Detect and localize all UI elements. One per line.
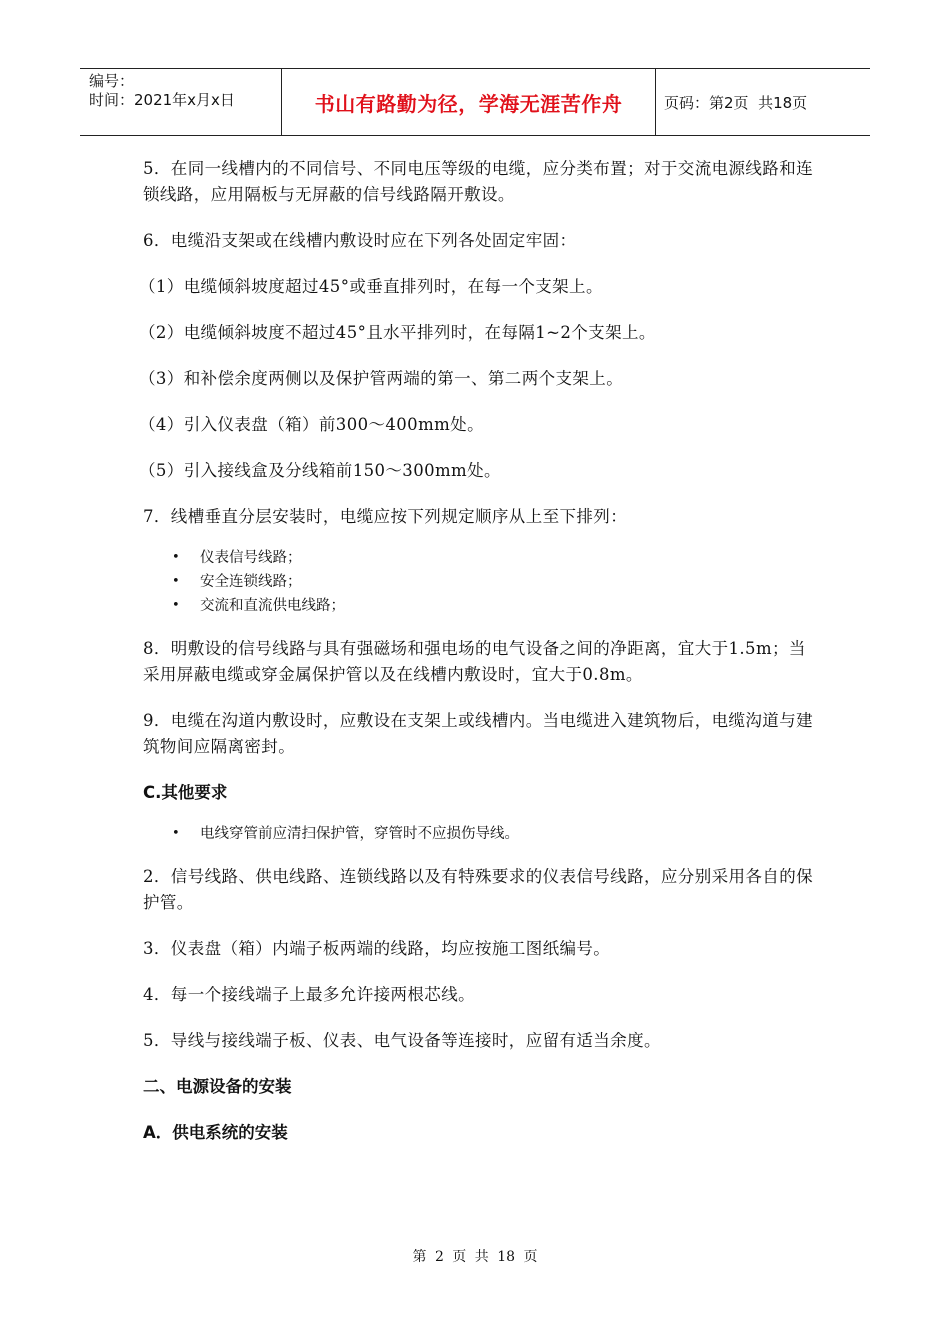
paragraph-2-conduits: 2．信号线路、供电线路、连锁线路以及有特殊要求的仪表信号线路，应分别采用各自的保护管。: [143, 867, 813, 912]
paragraph-5-cable-separation: 5．在同一线槽内的不同信号、不同电压等级的电缆，应分类布置；对于交流电源线路和连锁线路，应用隔板与无屏蔽的信号线路隔开敷设。: [143, 159, 813, 204]
bullet-icon: •: [172, 598, 180, 613]
header-page-info: 页码：第2页 共18页: [664, 93, 808, 112]
bullet-icon: •: [172, 574, 180, 589]
header-page-info-cell: [656, 69, 870, 135]
page-footer: 第 2 页 共 18 页: [412, 1249, 538, 1265]
heading-power-supply: A．供电系统的安装: [143, 1123, 288, 1142]
sub-item-1: （1）电缆倾斜坡度超过45°或垂直排列时，在每一个支架上。: [139, 277, 603, 296]
other-requirements-list: [143, 822, 813, 846]
list-item: • 电线穿管前应清扫保护管，穿管时不应损伤导线。: [143, 822, 813, 846]
list-item: • 交流和直流供电线路；: [143, 594, 813, 618]
document-body: [139, 156, 813, 1166]
heading-other-requirements: C.其他要求: [143, 783, 228, 802]
paragraph-5-connection-slack: 5．导线与接线端子板、仪表、电气设备等连接时，应留有适当余度。: [143, 1031, 661, 1050]
paragraph-7-layer-order: 7．线槽垂直分层安装时，电缆应按下列规定顺序从上至下排列：: [143, 507, 628, 526]
paragraph-8-clearance: 8．明敷设的信号线路与具有强磁场和强电场的电气设备之间的净距离，宜大于1.5m；当采用屏蔽电缆或穿金属保护管以及在线槽内敷设时，宜大于0.8m。: [143, 639, 806, 684]
sub-item-2: （2）电缆倾斜坡度不超过45°且水平排列时，在每隔1~2个支架上。: [139, 323, 656, 342]
sub-item-3: （3）和补偿余度两侧以及保护管两端的第一、第二两个支架上。: [139, 369, 624, 388]
bullet-icon: •: [172, 550, 180, 565]
sub-item-5: （5）引入接线盒及分线箱前150～300mm处。: [139, 461, 501, 480]
header-date: 时间：2021年x月x日: [89, 91, 235, 109]
paragraph-4-terminal-wires: 4．每一个接线端子上最多允许接两根芯线。: [143, 985, 475, 1004]
list-item: • 安全连锁线路；: [143, 570, 813, 594]
paragraph-9-trench: 9．电缆在沟道内敷设时，应敷设在支架上或线槽内。当电缆进入建筑物后，电缆沟道与建筑物间应隔离密封。: [143, 711, 813, 756]
list-item: • 仪表信号线路；: [143, 546, 813, 570]
sub-item-4: （4）引入仪表盘（箱）前300～400mm处。: [139, 415, 484, 434]
header-motto: 书山有路勤为径，学海无涯苦作舟: [282, 69, 656, 135]
cable-order-list: [143, 546, 813, 618]
paragraph-3-terminal-numbering: 3．仪表盘（箱）内端子板两端的线路，均应按施工图纸编号。: [143, 939, 611, 958]
heading-power-equipment: 二、电源设备的安装: [143, 1077, 292, 1096]
header-number-label: 编号：: [89, 72, 135, 90]
page-header: [80, 68, 870, 136]
paragraph-6-fixing-points: 6．电缆沿支架或在线槽内敷设时应在下列各处固定牢固：: [143, 231, 577, 250]
bullet-icon: •: [172, 826, 180, 841]
header-meta: [80, 69, 282, 135]
